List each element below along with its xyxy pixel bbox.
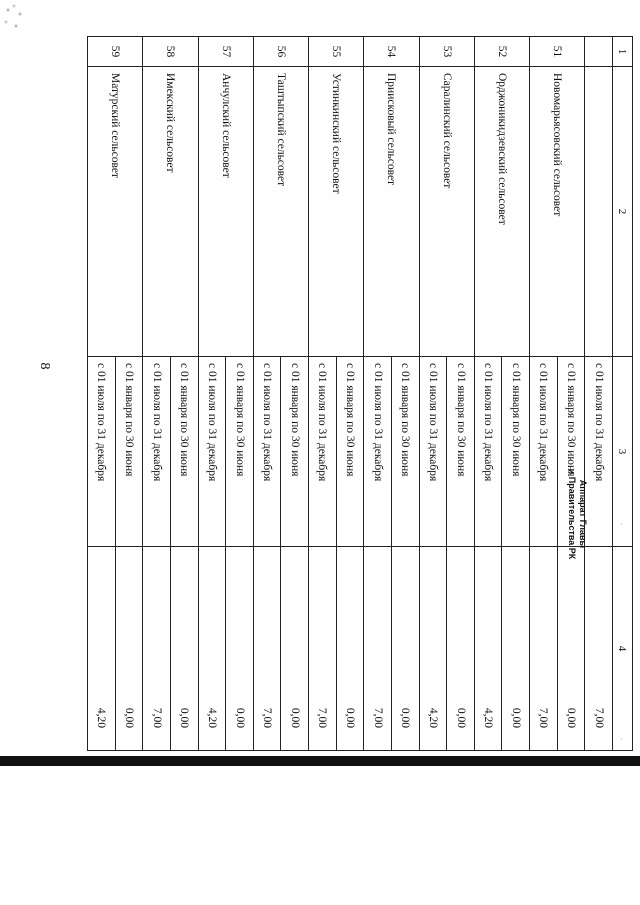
page-number: 8	[37, 362, 52, 370]
period-cell: с 01 января по 30 июня	[502, 357, 530, 547]
settlement-name: Приисковый сельсовет	[364, 67, 419, 357]
row-number: 58	[143, 37, 198, 67]
period-cell: с 01 июля по 31 декабря	[530, 357, 558, 547]
rate-cell: 0,00	[115, 547, 143, 751]
rate-cell: 4,20	[88, 547, 116, 751]
header-col-4: 4	[613, 547, 633, 751]
period-cell: с 01 января по 30 июня	[336, 357, 364, 547]
scan-speck: ·	[620, 520, 623, 529]
row-number: 52	[474, 37, 529, 67]
period-cell: с 01 июля по 31 декабря	[143, 357, 171, 547]
table-row	[392, 37, 420, 751]
header-col-3: 3	[613, 357, 633, 547]
scan-speck: ·	[620, 735, 623, 744]
table-row	[585, 37, 613, 751]
table-row	[115, 37, 143, 751]
rotated-table-container	[87, 36, 633, 750]
period-cell: с 01 июля по 31 декабря	[419, 357, 447, 547]
period-cell: с 01 января по 30 июня	[226, 357, 254, 547]
table-row	[336, 37, 364, 751]
office-stamp	[554, 444, 588, 584]
table-area	[87, 36, 633, 750]
stamp-line-2: и Правительства РК	[567, 468, 577, 560]
rate-cell: 7,00	[143, 547, 171, 751]
settlement-name: Орджоникидзевский сельсовет	[474, 67, 529, 357]
period-cell: с 01 января по 30 июня	[281, 357, 309, 547]
header-col-1: 1	[613, 37, 633, 67]
rate-cell: 4,20	[474, 547, 502, 751]
table-row	[502, 37, 530, 751]
table-row	[557, 37, 585, 751]
settlement-name: Новомарьясовский сельсовет	[530, 67, 585, 357]
stamp-line-1: Аппарат Главы	[578, 479, 588, 549]
table-body	[88, 37, 613, 751]
rate-cell: 0,00	[226, 547, 254, 751]
settlement-name: Таштыпский сельсовет	[253, 67, 308, 357]
rate-cell: 0,00	[171, 547, 199, 751]
row-number: 59	[88, 37, 143, 67]
rate-cell: 0,00	[502, 547, 530, 751]
rate-cell: 0,00	[557, 547, 585, 751]
scan-border-band	[0, 756, 640, 766]
settlement-name: Матурский сельсовет	[88, 67, 143, 357]
period-cell: с 01 января по 30 июня	[557, 357, 585, 547]
rate-cell: 7,00	[530, 547, 558, 751]
rate-cell: 0,00	[447, 547, 475, 751]
scan-noise	[0, 0, 28, 34]
rates-table	[87, 36, 633, 751]
period-cell: с 01 января по 30 июня	[392, 357, 420, 547]
settlement-name: Анчулский сельсовет	[198, 67, 253, 357]
rate-cell: 4,20	[198, 547, 226, 751]
period-cell: с 01 января по 30 июня	[115, 357, 143, 547]
rate-cell: 7,00	[309, 547, 337, 751]
row-number	[585, 37, 613, 67]
table-row	[281, 37, 309, 751]
settlement-name: Саралинский сельсовет	[419, 67, 474, 357]
period-cell: с 01 июля по 31 декабря	[474, 357, 502, 547]
rate-cell: 4,20	[419, 547, 447, 751]
table-header-row	[613, 37, 633, 751]
rate-cell: 7,00	[585, 547, 613, 751]
header-col-2: 2	[613, 67, 633, 357]
row-number: 53	[419, 37, 474, 67]
period-cell: с 01 июля по 31 декабря	[309, 357, 337, 547]
period-cell: с 01 июля по 31 декабря	[585, 357, 613, 547]
period-cell: с 01 января по 30 июня	[171, 357, 199, 547]
row-number: 55	[309, 37, 364, 67]
settlement-name	[585, 67, 613, 357]
table-row	[447, 37, 475, 751]
row-number: 54	[364, 37, 419, 67]
row-number: 56	[253, 37, 308, 67]
rate-cell: 0,00	[392, 547, 420, 751]
period-cell: с 01 июля по 31 декабря	[253, 357, 281, 547]
period-cell: с 01 июля по 31 декабря	[88, 357, 116, 547]
settlement-name: Имекский сельсовет	[143, 67, 198, 357]
rate-cell: 7,00	[253, 547, 281, 751]
period-cell: с 01 января по 30 июня	[447, 357, 475, 547]
row-number: 51	[530, 37, 585, 67]
period-cell: с 01 июля по 31 декабря	[364, 357, 392, 547]
rate-cell: 7,00	[364, 547, 392, 751]
rate-cell: 0,00	[336, 547, 364, 751]
row-number: 57	[198, 37, 253, 67]
period-cell: с 01 июля по 31 декабря	[198, 357, 226, 547]
table-row	[226, 37, 254, 751]
rate-cell: 0,00	[281, 547, 309, 751]
settlement-name: Устинкинский сельсовет	[309, 67, 364, 357]
table-row	[171, 37, 199, 751]
